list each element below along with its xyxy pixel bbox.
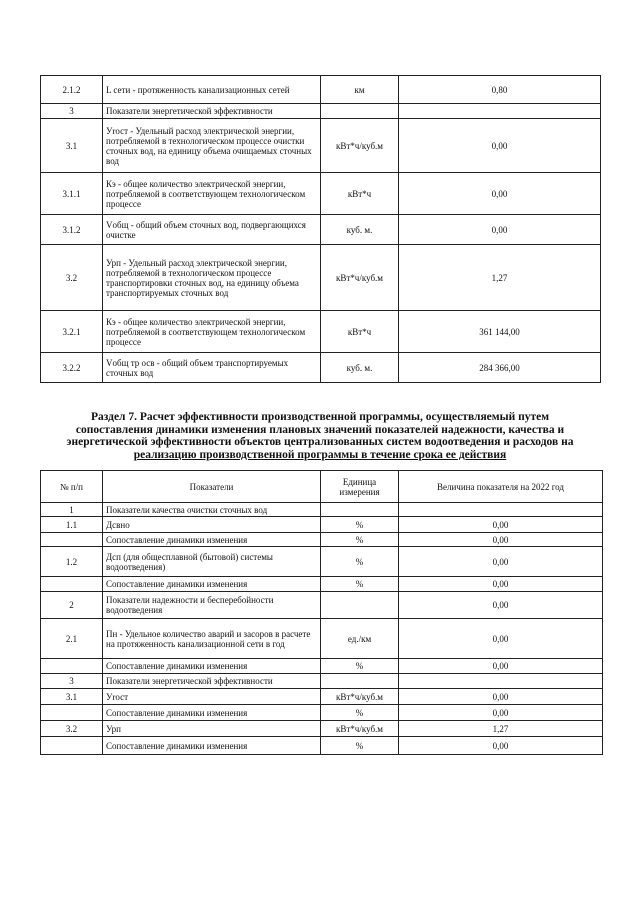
table-row: [41, 659, 603, 674]
row-number: 3.2: [41, 245, 103, 311]
indicators-table-continued: [40, 75, 601, 383]
unit-cell: кВт*ч/куб.м: [321, 721, 399, 737]
row-number: 3.2.2: [41, 353, 103, 383]
row-number: 3.1: [41, 689, 103, 705]
unit-cell: %: [321, 659, 399, 674]
unit-cell: ед./км: [321, 619, 399, 659]
table-row: [41, 592, 603, 619]
table-row: [41, 533, 603, 547]
unit-cell: %: [321, 517, 399, 533]
table-row: [41, 577, 603, 592]
value-cell: 0,80: [399, 76, 601, 104]
table-row: [41, 517, 603, 533]
row-number: 3.1.2: [41, 215, 103, 245]
row-number: 2: [41, 592, 103, 619]
indicator-name: Vобщ тр осв - общий объем транспортируемых сточных вод: [103, 353, 321, 383]
header-number: № п/п: [41, 471, 103, 503]
row-number: 3.2.1: [41, 311, 103, 353]
row-number: 2.1.2: [41, 76, 103, 104]
row-number: 3.1: [41, 119, 103, 173]
unit-cell: [321, 592, 399, 619]
unit-cell: %: [321, 705, 399, 721]
unit-cell: кВт*ч/куб.м: [321, 245, 399, 311]
indicator-name: Уrост - Удельный расход электрической энергии, потребляемой в технологическом процессе очистки сточных вод, на единицу объема очищаемых сточных вод: [103, 119, 321, 173]
value-cell: 0,00: [399, 517, 603, 533]
unit-cell: %: [321, 737, 399, 755]
efficiency-table: [40, 470, 603, 755]
row-number: 2.1: [41, 619, 103, 659]
indicator-name: Дсвно: [103, 517, 321, 533]
table-header-row: [41, 471, 603, 503]
table-row: [41, 353, 601, 383]
value-cell: [399, 503, 603, 517]
indicator-name: Кэ - общее количество электрической энергии, потребляемой в соответствующем технологическом процессе: [103, 311, 321, 353]
table-row: [41, 619, 603, 659]
table-row: [41, 689, 603, 705]
value-cell: [399, 104, 601, 119]
indicator-name: Урп - Удельный расход электрической энергии, потребляемой в технологическом процессе транспортировки сточных вод, на единицу объема транспортируемых сточных вод: [103, 245, 321, 311]
indicator-name: Кэ - общее количество электрической энергии, потребляемой в соответствующем технологическом процессе: [103, 173, 321, 215]
unit-cell: [321, 104, 399, 119]
value-cell: 0,00: [399, 533, 603, 547]
table-row: [41, 311, 601, 353]
unit-cell: кВт*ч: [321, 173, 399, 215]
indicator-name: Сопоставление динамики изменения: [103, 577, 321, 592]
table-row: [41, 503, 603, 517]
unit-cell: куб. м.: [321, 353, 399, 383]
unit-cell: кВт*ч: [321, 311, 399, 353]
value-cell: 0,00: [399, 619, 603, 659]
row-number: 3.1.1: [41, 173, 103, 215]
table-row: [41, 705, 603, 721]
table-row: [41, 721, 603, 737]
section-7-heading-line: энергетической эффективности объектов централизованных систем водоотведения и расходов на: [66, 436, 574, 448]
table-row: [41, 674, 603, 689]
header-indicators: Показатели: [103, 471, 321, 503]
value-cell: 0,00: [399, 705, 603, 721]
unit-cell: [321, 503, 399, 517]
value-cell: 0,00: [399, 689, 603, 705]
row-number: 1.2: [41, 547, 103, 577]
table-row: [41, 245, 601, 311]
section-7-heading-line: реализацию производственной программы в течение срока ее действия: [133, 448, 507, 461]
value-cell: 0,00: [399, 737, 603, 755]
indicator-name: Сопоставление динамики изменения: [103, 705, 321, 721]
row-number: [41, 705, 103, 721]
section-7-heading: [20, 411, 620, 461]
value-cell: 1,27: [399, 245, 601, 311]
table-row: [41, 547, 603, 577]
value-cell: 0,00: [399, 119, 601, 173]
unit-cell: кВт*ч/куб.м: [321, 119, 399, 173]
value-cell: 1,27: [399, 721, 603, 737]
indicator-name: Сопоставление динамики изменения: [103, 659, 321, 674]
indicator-name: Показатели энергетической эффективности: [103, 104, 321, 119]
table-row: [41, 737, 603, 755]
indicator-name: Vобщ - общий объем сточных вод, подвергающихся очистке: [103, 215, 321, 245]
unit-cell: кВт*ч/куб.м: [321, 689, 399, 705]
indicator-name: Показатели надежности и бесперебойности водоотведения: [103, 592, 321, 619]
value-cell: [399, 674, 603, 689]
unit-cell: [321, 674, 399, 689]
row-number: 3: [41, 104, 103, 119]
unit-cell: куб. м.: [321, 215, 399, 245]
indicator-name: Показатели качества очистки сточных вод: [103, 503, 321, 517]
indicator-name: Уrост: [103, 689, 321, 705]
unit-cell: %: [321, 547, 399, 577]
table-row: [41, 215, 601, 245]
table-row: [41, 119, 601, 173]
value-cell: 0,00: [399, 592, 603, 619]
indicator-name: Показатели энергетической эффективности: [103, 674, 321, 689]
row-number: 3: [41, 674, 103, 689]
table-row: [41, 76, 601, 104]
value-cell: 0,00: [399, 659, 603, 674]
header-unit: Единица измерения: [321, 471, 399, 503]
section-7-heading-line: Раздел 7. Расчет эффективности производственной программы, осуществляемый путем: [90, 411, 550, 423]
row-number: 1: [41, 503, 103, 517]
row-number: [41, 533, 103, 547]
header-value-2022: Величина показателя на 2022 год: [399, 471, 603, 503]
table-row: [41, 104, 601, 119]
value-cell: 0,00: [399, 173, 601, 215]
unit-cell: %: [321, 577, 399, 592]
row-number: 1.1: [41, 517, 103, 533]
value-cell: 0,00: [399, 215, 601, 245]
value-cell: 0,00: [399, 577, 603, 592]
indicator-name: L сети - протяженность канализационных сетей: [103, 76, 321, 104]
table-row: [41, 173, 601, 215]
row-number: [41, 577, 103, 592]
section-7-heading-line: сопоставления динамики изменения плановых значений показателей надежности, качества и: [75, 423, 565, 436]
unit-cell: км: [321, 76, 399, 104]
indicator-name: Сопоставление динамики изменения: [103, 737, 321, 755]
indicator-name: Пн - Удельное количество аварий и засоров в расчете на протяженность канализационной сети в год: [103, 619, 321, 659]
row-number: 3.2: [41, 721, 103, 737]
value-cell: 361 144,00: [399, 311, 601, 353]
unit-cell: %: [321, 533, 399, 547]
row-number: [41, 659, 103, 674]
indicator-name: Сопоставление динамики изменения: [103, 533, 321, 547]
indicator-name: Урп: [103, 721, 321, 737]
indicator-name: Дсп (для общесплавной (бытовой) системы водоотведения): [103, 547, 321, 577]
value-cell: 284 366,00: [399, 353, 601, 383]
value-cell: 0,00: [399, 547, 603, 577]
row-number: [41, 737, 103, 755]
